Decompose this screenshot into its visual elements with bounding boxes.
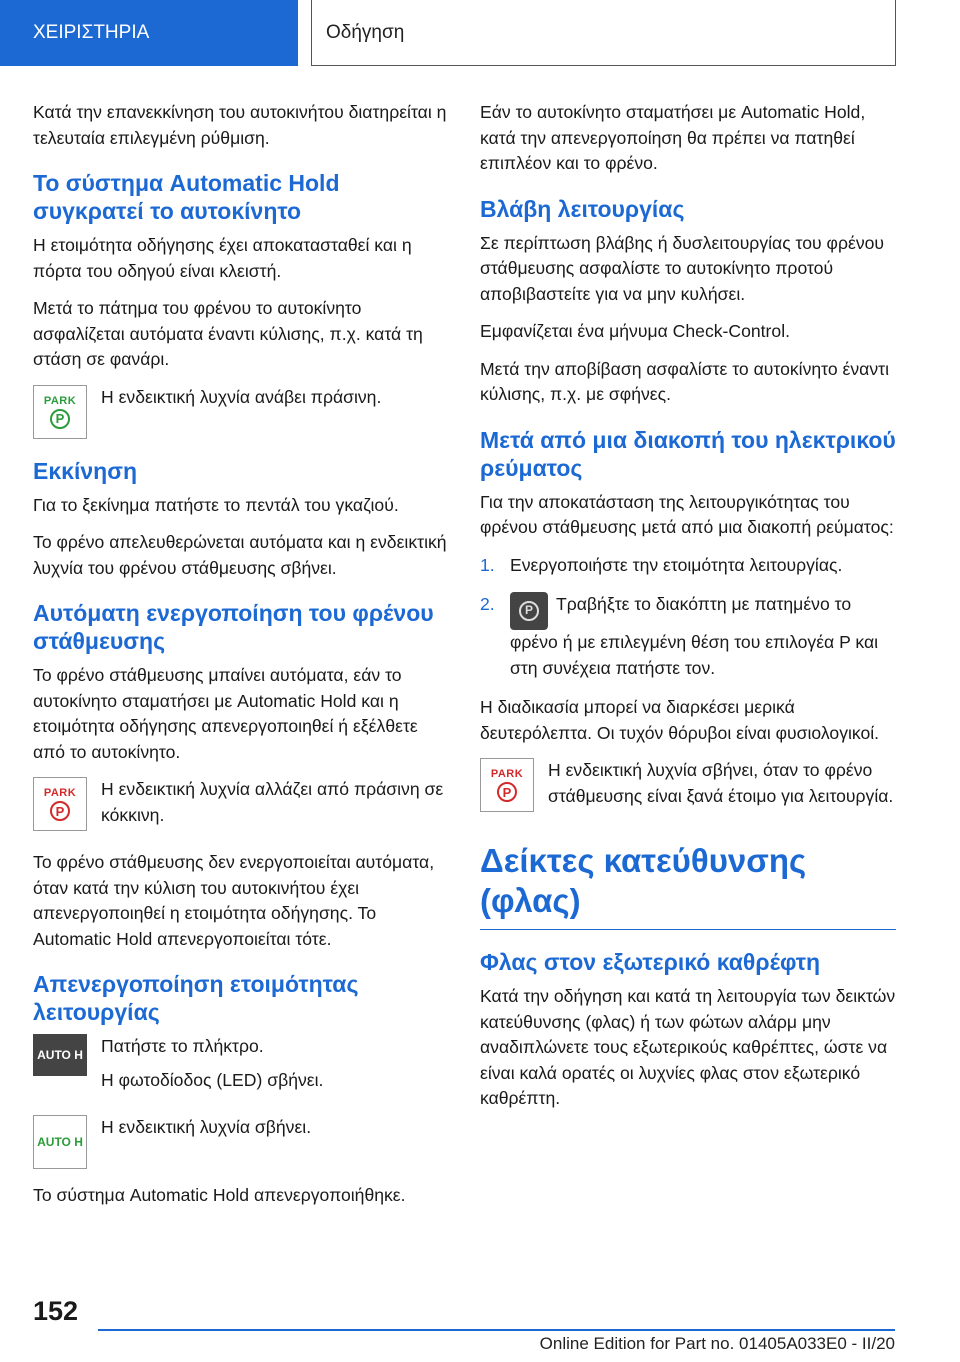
list-item: 1. Ενεργοποιήστε την ετοιμότητα λειτουργίας. xyxy=(480,554,843,575)
heading-auto-activation: Αυτόματη ενεργοποίηση του φρένου στάθμευσης xyxy=(33,600,434,654)
indicator-text: Η ενδεικτική λυχνία ανάβει πράσινη. xyxy=(101,386,382,407)
footer-divider xyxy=(98,1329,895,1331)
paragraph: Το φρένο απελευθερώνεται αυτόματα και η ενδεικτική λυχνία του φρένου στάθμευσης σβήνει. xyxy=(33,532,447,578)
auto-h-button-icon: AUTO H xyxy=(33,1034,87,1076)
heading-fault: Βλάβη λειτουργίας xyxy=(480,195,685,222)
heading-turn-signals: Δείκτες κατεύθυνσης (φλας) xyxy=(480,841,896,930)
heading-power-interruption: Μετά από μια διακοπή του ηλεκτρικού ρεύματος xyxy=(480,426,896,481)
indicator-row xyxy=(33,777,449,836)
paragraph: Το φρένο στάθμευσης δεν ενεργοποιείται αυτόματα, όταν κατά την κύλιση του αυτοκινήτου έχει απενεργοποιηθεί η ετοιμότητα οδήγησης. Το Automatic Hold απενεργοποιείται τότε. xyxy=(33,852,435,949)
instruction-text: Πατήστε το πλήκτρο. xyxy=(101,1036,264,1056)
paragraph: Κατά την επανεκκίνηση του αυτοκινήτου διατηρείται η τελευταία επιλεγμένη ρύθμιση. xyxy=(33,102,447,148)
paragraph: Η ετοιμότητα οδήγησης έχει αποκατασταθεί και η πόρτα του οδηγού είναι κλειστή. xyxy=(33,235,412,281)
paragraph: Το σύστημα Automatic Hold απενεργοποιήθηκε. xyxy=(33,1185,406,1205)
chapter-title: Οδήγηση xyxy=(326,21,405,43)
indicator-row xyxy=(480,758,896,817)
park-red-icon: PARK P xyxy=(33,777,87,831)
left-column xyxy=(33,100,449,1221)
paragraph: Εμφανίζεται ένα μήνυμα Check-Control. xyxy=(480,321,790,341)
page-number: 152 xyxy=(33,1296,79,1326)
heading-automatic-hold: Το σύστημα Automatic Hold συγκρατεί το αυτοκίνητο xyxy=(33,170,340,224)
chapter-tab xyxy=(311,0,896,66)
paragraph: Μετά την αποβίβαση ασφαλίστε το αυτοκίνητο έναντι κύλισης, π.χ. με σφήνες. xyxy=(480,358,890,404)
button-row xyxy=(33,1034,449,1101)
auto-h-indicator-icon: AUTO H xyxy=(33,1115,87,1169)
paragraph: Κατά την οδήγηση και κατά τη λειτουργία των δεικτών κατεύθυνσης (φλας) ή των φώτων αλάρμ μην αναδιπλώνετε τους εξωτερικούς καθρέπτες, ώστε να είναι καλά ορατές οι λυχνίες φλας στον εξωτερικό καθρέπτη. xyxy=(480,986,896,1108)
section-title: ΧΕΙΡΙΣΤΗΡΙΑ xyxy=(33,22,150,43)
paragraph: Η διαδικασία μπορεί να διαρκέσει μερικά δευτερόλεπτα. Οι τυχόν θόρυβοι είναι φυσιολογικοί. xyxy=(480,697,880,743)
heading-start: Εκκίνηση xyxy=(33,457,138,484)
section-tab xyxy=(0,0,298,66)
indicator-text: Η ενδεικτική λυχνία σβήνει, όταν το φρένο στάθμευσης είναι ξανά έτοιμο για λειτουργία. xyxy=(548,760,894,806)
paragraph: Το φρένο στάθμευσης μπαίνει αυτόματα, εάν το αυτοκίνητο σταματήσει με Automatic Hold και η ετοιμότητα οδήγησης απενεργοποιηθεί ή εξέλθετε από το αυτοκίνητο. xyxy=(33,665,418,762)
indicator-row xyxy=(33,1115,449,1169)
steps-list xyxy=(480,553,896,682)
list-item: 2. P Τραβήξτε το διακόπτη με πατημένο το φρένο ή με επιλεγμένη θέση του επιλογέα P και στη συνέχεια πατήστε τον. xyxy=(480,594,879,678)
park-red-icon: PARK P xyxy=(480,758,534,812)
paragraph: Σε περίπτωση βλάβης ή δυσλειτουργίας του φρένου στάθμευσης ασφαλίστε το αυτοκίνητο προτού αποβιβαστείτε για να μην κυλήσει. xyxy=(480,232,885,304)
parking-brake-switch-icon: P xyxy=(510,592,548,630)
heading-deactivate: Απενεργοποίηση ετοιμότητας λειτουργίας xyxy=(33,971,359,1025)
park-green-icon: PARK P xyxy=(33,385,87,439)
right-column xyxy=(480,100,896,1124)
indicator-text: Η ενδεικτική λυχνία σβήνει. xyxy=(101,1117,312,1137)
paragraph: Εάν το αυτοκίνητο σταματήσει με Automatic Hold, κατά την απενεργοποίηση θα πρέπει να πατηθεί επιπλέον και το φρένο. xyxy=(480,102,866,173)
paragraph: Μετά το πάτημα του φρένου το αυτοκίνητο ασφαλίζεται αυτόματα έναντι κύλισης, π.χ. κατά τη στάση σε φανάρι. xyxy=(33,298,423,369)
paragraph: Για το ξεκίνημα πατήστε το πεντάλ του γκαζιού. xyxy=(33,494,399,515)
indicator-row xyxy=(33,385,449,439)
paragraph: Για την αποκατάσταση της λειτουργικότητας του φρένου στάθμευσης μετά από μια διακοπή ρεύματος: xyxy=(480,491,894,537)
indicator-text: Η ενδεικτική λυχνία αλλάζει από πράσινη σε κόκκινη. xyxy=(101,779,444,825)
heading-mirror-signals: Φλας στον εξωτερικό καθρέφτη xyxy=(480,949,821,975)
instruction-text: Η φωτοδίοδος (LED) σβήνει. xyxy=(101,1069,324,1090)
footer-edition: Online Edition for Part no. 01405A033E0 - II/20 xyxy=(539,1334,895,1353)
